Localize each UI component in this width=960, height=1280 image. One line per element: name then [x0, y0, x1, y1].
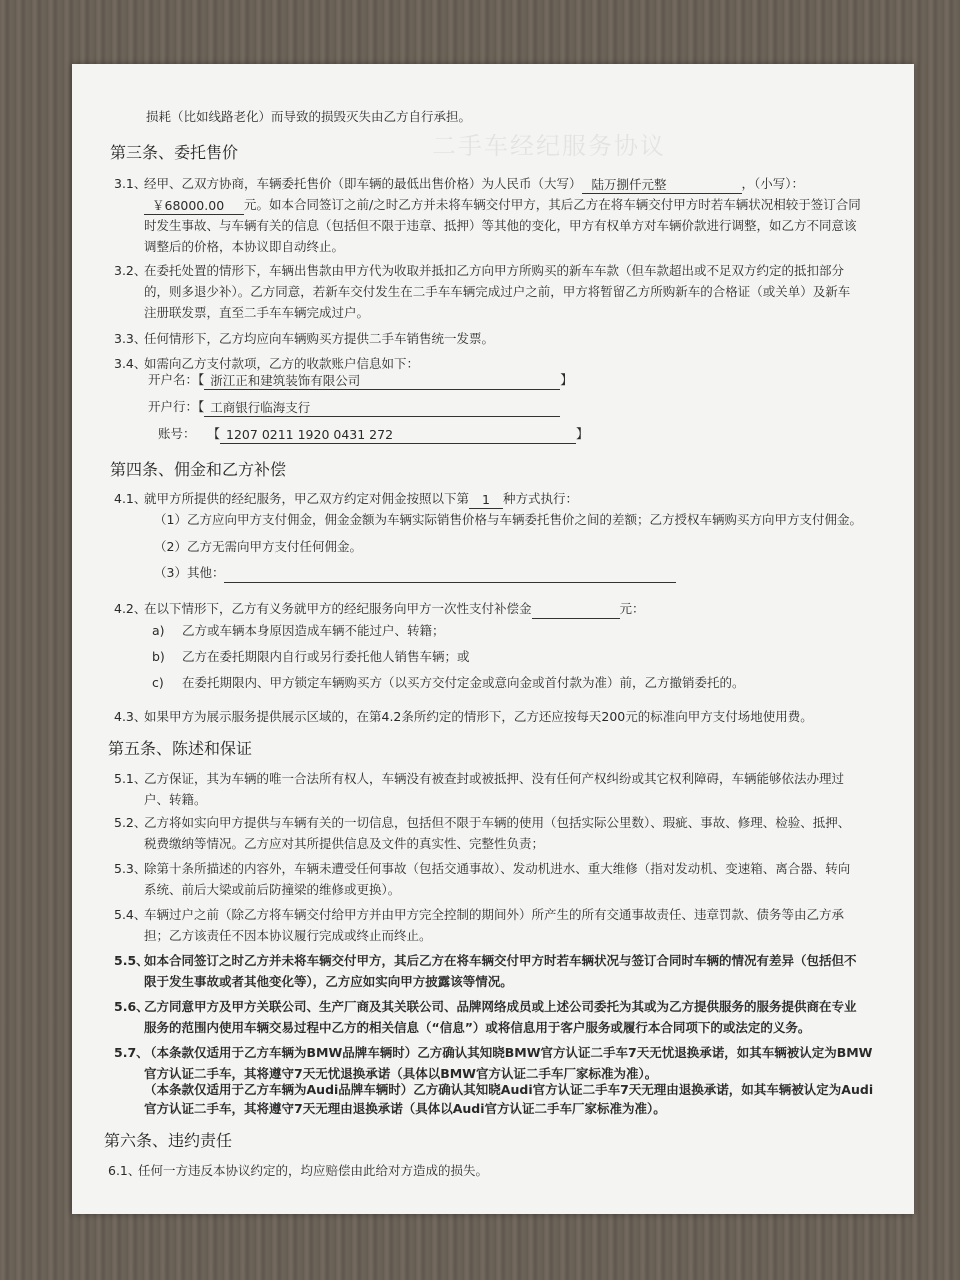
account-name-value: 浙江正和建筑装饰有限公司	[204, 370, 560, 390]
case-c: c) 在委托期限内、甲方锁定车辆购买方（以买方交付定金或意向金或首付款为准）前，乙方撤销委托的。	[152, 675, 745, 690]
section-3-title: 第三条、委托售价	[110, 143, 239, 162]
commission-option-3: （3）其他：	[154, 562, 676, 583]
contract-page	[72, 64, 914, 1214]
price-lowercase: ￥68000.00	[144, 195, 244, 215]
section-5-title: 第五条、陈述和保证	[108, 739, 253, 758]
case-b: b) 乙方在委托期限内自行或另行委托他人销售车辆；或	[152, 649, 470, 664]
clause-3-2-line1: 3.2、在委托处置的情形下，车辆出售款由甲方代为收取并抵扣乙方向甲方所购买的新车车款（但车款超出或不足双方约定的抵扣部分	[114, 263, 845, 278]
clause-5-5-line2: 限于发生事故或者其他变化等），乙方应如实向甲方披露该等情况。	[144, 974, 513, 989]
continuation-line: 损耗（比如线路老化）而导致的损毁灭失由乙方自行承担。	[146, 109, 472, 124]
watermark-text: 二手车经纪服务协议	[432, 132, 666, 160]
clause-5-2-line2: 税费缴纳等情况。乙方应对其所提供信息及文件的真实性、完整性负责；	[144, 836, 545, 851]
clause-3-3: 3.3、任何情形下，乙方均应向车辆购买方提供二手车销售统一发票。	[114, 331, 495, 346]
clause-4-1: 4.1、就甲方所提供的经纪服务，甲乙双方约定对佣金按照以下第 1 种方式执行：	[114, 491, 579, 507]
account-bank-row: 开户行：【 工商银行临海支行	[148, 396, 560, 417]
compensation-blank	[532, 599, 620, 619]
section-6-title: 第六条、违约责任	[104, 1131, 233, 1150]
clause-5-7-line3: （本条款仅适用于乙方车辆为Audi品牌车辆时）乙方确认其知晓Audi官方认证二手车7天无理由退换承诺，如其车辆被认定为Audi	[144, 1082, 874, 1097]
clause-5-6-line1: 5.6、乙方同意甲方及甲方关联公司、生产厂商及其关联公司、品牌网络成员或上述公司委托为其或为乙方提供服务的服务提供商在专业	[114, 999, 857, 1014]
clause-5-7-line4: 官方认证二手车，其将遵守7天无理由退换承诺（具体以Audi官方认证二手车厂家标准为准）。	[144, 1101, 666, 1116]
clause-5-3-line1: 5.3、除第十条所描述的内容外，车辆未遭受任何事故（包括交通事故）、发动机进水、重大维修（指对发动机、变速箱、离合器、转向	[114, 861, 851, 876]
clause-5-3-line2: 系统、前后大梁或前后防撞梁的维修或更换）。	[144, 882, 401, 897]
clause-5-4-line2: 担；乙方该责任不因本协议履行完成或终止而终止。	[144, 928, 432, 943]
clause-3-1-line3: 时发生事故、与车辆有关的信息（包括但不限于违章、抵押）等其他的变化，甲方有权单方对车辆价款进行调整，如乙方不同意该	[144, 218, 857, 233]
clause-5-6-line2: 服务的范围内使用车辆交易过程中乙方的相关信息（“信息”）或将信息用于客户服务或履行本合同项下的或法定的义务。	[144, 1020, 811, 1035]
commission-option-2: （2）乙方无需向甲方支付任何佣金。	[154, 539, 362, 554]
clause-3-1-line4: 调整后的价格，本协议即自动终止。	[144, 239, 345, 254]
clause-5-1-line1: 5.1、乙方保证，其为车辆的唯一合法所有权人，车辆没有被查封或被抵押、没有任何产权纠纷或其它权利障碍，车辆能够依法办理过	[114, 771, 845, 786]
clause-3-2-line2: 的，则多退少补）。乙方同意，若新车交付发生在二手车车辆完成过户之前，甲方将暂留乙方所购新车的合格证（或关单）及新车	[144, 284, 851, 299]
clause-5-7-line2: 官方认证二手车，其将遵守7天无忧退换承诺（具体以BMW官方认证二手车厂家标准为准）。	[144, 1066, 658, 1081]
clause-6-1: 6.1、任何一方违反本协议约定的，均应赔偿由此给对方造成的损失。	[108, 1163, 489, 1178]
commission-option-choice: 1	[469, 489, 503, 509]
clause-5-4-line1: 5.4、车辆过户之前（除乙方将车辆交付给甲方并由甲方完全控制的期间外）所产生的所有交通事故责任、违章罚款、债务等由乙方承	[114, 907, 845, 922]
clause-3-1-line1: 3.1、经甲、乙双方协商，车辆委托售价（即车辆的最低出售价格）为人民币（大写） 陆万捌仟元整 ，（小写）：	[114, 176, 805, 192]
price-uppercase: 陆万捌仟元整	[582, 174, 742, 194]
account-number-value: 1207 0211 1920 0431 272	[220, 424, 576, 444]
account-name-row: 开户名：【 浙江正和建筑装饰有限公司 】	[148, 372, 573, 388]
clause-3-1-line2: ￥68000.00 元。如本合同签订之前/之时乙方并未将车辆交付甲方，其后乙方在将车辆交付甲方时若车辆状况相较于签订合同	[144, 194, 861, 215]
clause-5-1-line2: 户、转籍。	[144, 792, 207, 807]
section-4-title: 第四条、佣金和乙方补偿	[110, 460, 287, 479]
account-number-row: 账号： 【 1207 0211 1920 0431 272 】	[158, 426, 589, 442]
commission-option-1: （1）乙方应向甲方支付佣金，佣金金额为车辆实际销售价格与车辆委托售价之间的差额；乙方授权车辆购买方向甲方支付佣金。	[154, 512, 862, 527]
other-blank	[224, 563, 676, 583]
clause-5-7-line1: 5.7、（本条款仅适用于乙方车辆为BMW品牌车辆时）乙方确认其知晓BMW官方认证二手车7天无忧退换承诺，如其车辆被认定为BMW	[114, 1045, 873, 1060]
case-a: a) 乙方或车辆本身原因造成车辆不能过户、转籍；	[152, 623, 445, 638]
clause-5-2-line1: 5.2、乙方将如实向甲方提供与车辆有关的一切信息，包括但不限于车辆的使用（包括实际公里数）、瑕疵、事故、修理、检验、抵押、	[114, 815, 851, 830]
clause-3-4: 3.4、如需向乙方支付款项，乙方的收款账户信息如下：	[114, 356, 420, 371]
clause-4-3: 4.3、如果甲方为展示服务提供展示区域的，在第4.2条所约定的情形下，乙方还应按每天200元的标准向甲方支付场地使用费。	[114, 709, 813, 724]
clause-4-2: 4.2、在以下情形下，乙方有义务就甲方的经纪服务向甲方一次性支付补偿金 元：	[114, 598, 645, 619]
account-bank-value: 工商银行临海支行	[204, 397, 560, 417]
clause-3-2-line3: 注册联发票，直至二手车车辆完成过户。	[144, 305, 370, 320]
clause-5-5-line1: 5.5、如本合同签订之时乙方并未将车辆交付甲方，其后乙方在将车辆交付甲方时若车辆状况与签订合同时车辆的情况有差异（包括但不	[114, 953, 857, 968]
